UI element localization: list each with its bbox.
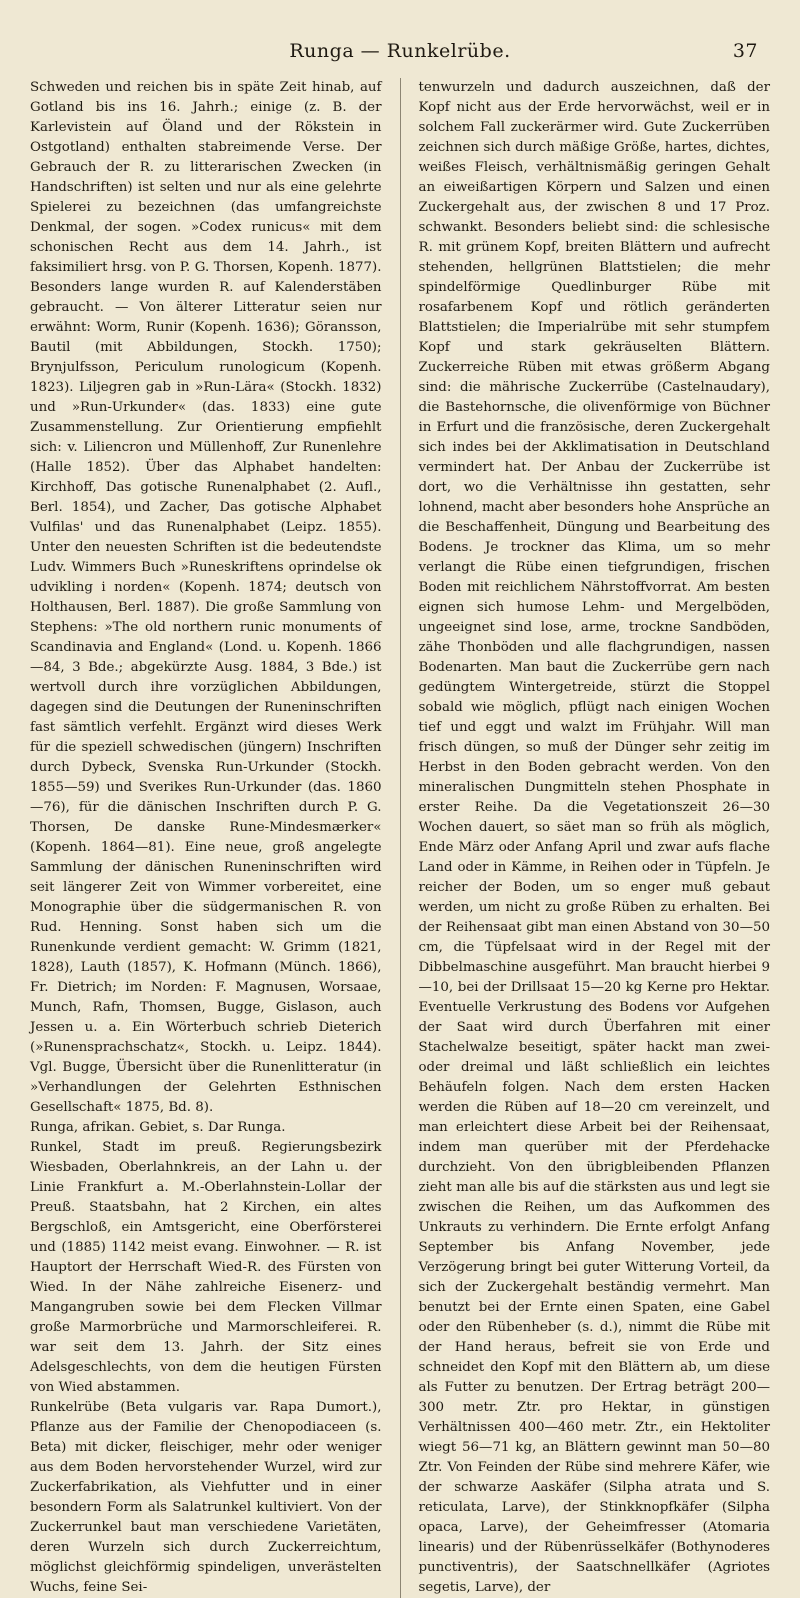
right-column [418,78,770,1598]
entry-runkelruebe-start: Runkelrübe (Beta vulgaris var. Rapa Dumort.), Pflanze aus der Familie der Chenopodiaceen (s. Beta) mit dicker, fleischiger, mehr oder weniger aus dem Boden hervorstehender Wurzel, wird zur Zuckerfabrikation, als Viehfutter und in einer besondern Form als Salatrunkel kultiviert. Von der Zuckerrunkel baut man verschiedene Varietäten, deren Wurzeln sich durch Zuckerreichtum, möglichst gleichförmig spindeligen, unverästelten Wuchs, feine Sei- [30,1400,382,1595]
entry-runkel: Runkel, Stadt im preuß. Regierungsbezirk Wiesbaden, Oberlahnkreis, an der Lahn u. der Linie Frankfurt a. M.-Oberlahnstein-Lollar der Preuß. Staatsbahn, hat 2 Kirchen, ein altes Bergschloß, ein Amtsgericht, eine Oberförsterei und (1885) 1142 meist evang. Einwohner. — R. ist Hauptort der Herrschaft Wied-R. des Fürsten von Wied. In der Nähe zahlreiche Eisenerz- und Mangangruben sowie bei dem Flecken Villmar große Marmorbrüche und Marmorschleiferei. R. war seit dem 13. Jahrh. der Sitz eines Adelsgeschlechts, von dem die heutigen Fürsten von Wied abstammen. [30,1140,382,1395]
running-title: Runga — Runkelrübe. [289,40,511,62]
page-number: 37 [732,40,758,62]
entry-runga: Runga, afrikan. Gebiet, s. Dar Runga. [30,1120,286,1135]
left-column [30,78,382,1598]
paragraph-runes-literature: Schweden und reichen bis in späte Zeit hinab, auf Gotland bis ins 16. Jahrh.; einige (z. B. der Karlevistein auf Öland und der Rökstein in Ostgotland) enthalten stabreimende Verse. Der Gebrauch der R. zu litterarischen Zwecken (in Handschriften) ist selten und nur als eine gelehrte Spielerei zu bezeichnen (das umfangreichste Denkmal, der sogen. »Codex runicus« mit dem schonischen Recht aus dem 14. Jahrh., ist faksimiliert hrsg. von P. G. Thorsen, Kopenh. 1877). Besonders lange wurden R. auf Kalenderstäben gebraucht. — Von älterer Litteratur seien nur erwähnt: Worm, Runir (Kopenh. 1636); Göransson, Bautil (mit Abbildungen, Stockh. 1750); Brynjulfsson, Periculum runologicum (Kopenh. 1823). Liljegren gab in »Run-Lära« (Stockh. 1832) und »Run-Urkunder« (das. 1833) eine gute Zusammenstellung. Zur Orientierung empfiehlt sich: v. Liliencron und Müllenhoff, Zur Runenlehre (Halle 1852). Über das Alphabet handelten: Kirchhoff, Das gotische Runenalphabet (2. Aufl., Berl. 1854), und Zacher, Das gotische Alphabet Vulfilas' und das Runenalphabet (Leipz. 1855). Unter den neuesten Schriften ist die bedeutendste Ludv. Wimmers Buch »Runeskriftens oprindelse ok udvikling i norden« (Kopenh. 1874; deutsch von Holthausen, Berl. 1887). Die große Sammlung von Stephens: »The old northern runic monuments of Scandinavia and England« (Lond. u. Kopenh. 1866—84, 3 Bde.; abgekürzte Ausg. 1884, 3 Bde.) ist wertvoll durch ihre vorzüglichen Abbildungen, dagegen sind die Deutungen der Runeninschriften fast sämtlich verfehlt. Ergänzt wird dieses Werk für die speziell schwedischen (jüngern) Inschriften durch Dybeck, Svenska Run-Urkunder (Stockh. 1855—59) und Sverikes Run-Urkunder (das. 1860—76), für die dänischen Inschriften durch P. G. Thorsen, De danske Rune-Mindesmærker« (Kopenh. 1864—81). Eine neue, groß angelegte Sammlung der dänischen Runeninschriften wird seit längerer Zeit von Wimmer vorbereitet, eine Monographie über die südgermanischen R. von Rud. Henning. Sonst haben sich um die Runenkunde verdient gemacht: W. Grimm (1821, 1828), Lauth (1857), K. Hofmann (Münch. 1866), Fr. Dietrich; im Norden: F. Magnusen, Worsaae, Munch, Rafn, Thomsen, Bugge, Gislason, auch Jessen u. a. Ein Wörterbuch schrieb Dieterich (»Runensprachschatz«, Stockh. u. Leipz. 1844). Vgl. Bugge, Übersicht über die Runenlitteratur (in »Verhandlungen der Gelehrten Esthnischen Gesellschaft« 1875, Bd. 8). [30,80,382,1115]
page-header [30,40,770,74]
column-divider [400,78,401,1598]
two-column-body [30,78,770,1598]
entry-runkelruebe-continued: tenwurzeln und dadurch auszeichnen, daß der Kopf nicht aus der Erde hervorwächst, weil er in solchem Fall zuckerärmer wird. Gute Zuckerrüben zeichnen sich durch mäßige Größe, hartes, dichtes, weißes Fleisch, verhältnismäßig geringen Gehalt an eiweißartigen Körpern und Salzen und einen Zuckergehalt aus, der zwischen 8 und 17 Proz. schwankt. Besonders beliebt sind: die schlesische R. mit grünem Kopf, breiten Blättern und aufrecht stehenden, hellgrünen Blattstielen; die mehr spindelförmige Quedlinburger Rübe mit rosafarbenem Kopf und rötlich geränderten Blattstielen; die Imperialrübe mit sehr stumpfem Kopf und stark gekräuselten Blättern. Zuckerreiche Rüben mit etwas größerm Abgang sind: die mährische Zuckerrübe (Castelnaudary), die Bastehornsche, die olivenförmige von Büchner in Erfurt und die französische, deren Zuckergehalt sich indes bei der Akklimatisation in Deutschland vermindert hat. Der Anbau der Zuckerrübe ist dort, wo die Verhältnisse ihn gestatten, sehr lohnend, macht aber besonders hohe Ansprüche an die Beschaffenheit, Düngung und Bearbeitung des Bodens. Je trockner das Klima, um so mehr verlangt die Rübe einen tiefgrundigen, frischen Boden mit reichlichem Nährstoffvorrat. Am besten eignen sich humose Lehm- und Mergelböden, ungeeignet sind lose, arme, trockne Sandböden, zähe Thonböden und alle flachgrundigen, nassen Bodenarten. Man baut die Zuckerrübe gern nach gedüngtem Wintergetreide, stürzt die Stoppel sobald wie möglich, pflügt nach einigen Wochen tief und eggt und walzt im Frühjahr. Will man frisch düngen, so muß der Dünger sehr zeitig im Herbst in den Boden gebracht werden. Von den mineralischen Dungmitteln stehen Phosphate in erster Reihe. Da die Vegetationszeit 26—30 Wochen dauert, so säet man so früh als möglich, Ende März oder Anfang April und zwar aufs flache Land oder in Kämme, in Reihen oder in Tüpfeln. Je reicher der Boden, um so enger muß gebaut werden, um nicht zu große Rüben zu erhalten. Bei der Reihensaat gibt man einen Abstand von 30—50 cm, die Tüpfelsaat wird in der Regel mit der Dibbelmaschine ausgeführt. Man braucht hierbei 9—10, bei der Drillsaat 15—20 kg Kerne pro Hektar. Eventuelle Verkrustung des Bodens vor Aufgehen der Saat wird durch Überfahren mit einer Stachelwalze beseitigt, später hackt man zwei- oder dreimal und läßt schließlich ein leichtes Behäufeln folgen. Nach dem ersten Hacken werden die Rüben auf 18—20 cm vereinzelt, und man erleichtert diese Arbeit bei der Reihensaat, indem man querüber mit der Pferdehacke durchzieht. Von den übrigbleibenden Pflanzen zieht man alle bis auf die stärksten aus und legt sie zwischen die Reihen, um das Aufkommen des Unkrauts zu verhindern. Die Ernte erfolgt Anfang September bis Anfang November, jede Verzögerung bringt bei guter Witterung Vorteil, da sich der Zuckergehalt beständig vermehrt. Man benutzt bei der Ernte einen Spaten, eine Gabel oder den Rübenheber (s. d.), nimmt die Rübe mit der Hand heraus, befreit sie von Erde und schneidet den Kopf mit den Blättern ab, um diese als Futter zu benutzen. Der Ertrag beträgt 200—300 metr. Ztr. pro Hektar, in günstigen Verhältnissen 400—460 metr. Ztr., ein Hektoliter wiegt 56—71 kg, an Blättern gewinnt man 50—80 Ztr. Von Feinden der Rübe sind mehrere Käfer, wie der schwarze Aaskäfer (Silpha atrata und S. reticulata, Larve), der Stinkknopfkäfer (Silpha opaca, Larve), der Geheimfresser (Atomaria linearis) und der Rübenrüsselkäfer (Bothynoderes punctiventris), der Saatschnellkäfer (Agriotes segetis, Larve), der [418,80,770,1595]
